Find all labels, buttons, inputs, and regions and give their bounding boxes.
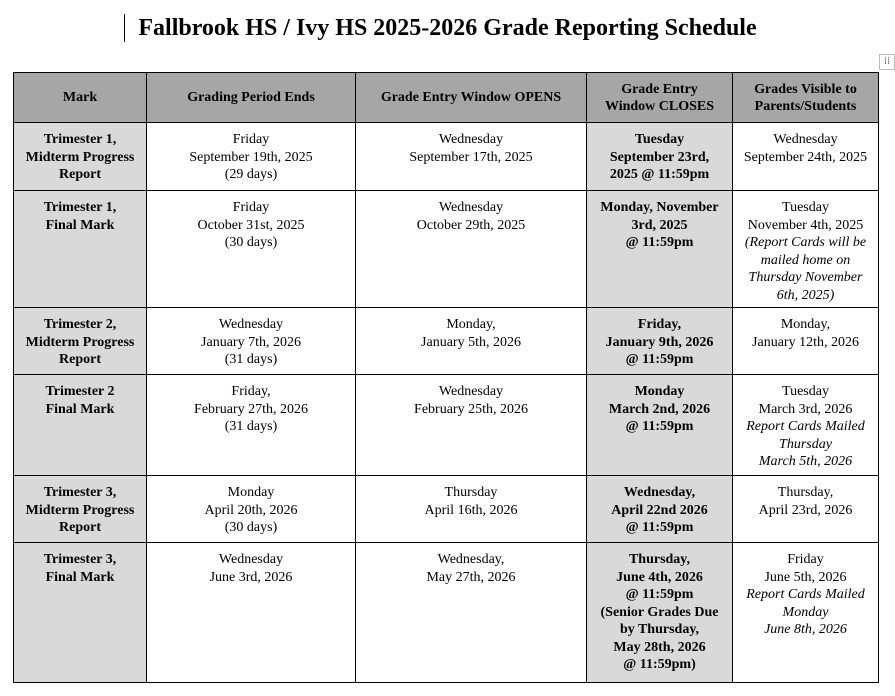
- period-ends-cell-line: Wednesday: [218, 317, 284, 332]
- period-ends-cell-line: (30 days): [224, 520, 278, 535]
- entry-opens-cell: [356, 375, 587, 476]
- mark-cell-line: Report: [59, 352, 101, 367]
- mark-cell: [14, 543, 147, 683]
- entry-opens-cell-line: Wednesday: [438, 132, 504, 147]
- entry-closes-cell-line: March 2nd, 2026: [608, 401, 711, 417]
- entry-closes-cell-line: June 4th, 2026: [616, 569, 703, 585]
- entry-closes-cell: [587, 308, 733, 375]
- report-card-note-line: Report Cards Mailed: [746, 419, 865, 434]
- grades-visible-cell: [733, 191, 879, 308]
- report-card-note-line: Thursday November: [748, 270, 863, 285]
- page-title: Fallbrook HS / Ivy HS 2025-2026 Grade Reporting Schedule: [138, 15, 757, 41]
- entry-opens-cell: [356, 476, 587, 543]
- entry-opens-cell-line: January 5th, 2026: [421, 334, 521, 350]
- mark-cell: [14, 123, 147, 191]
- period-ends-cell-line: Friday,: [231, 384, 271, 399]
- entry-closes-cell-line: @ 11:59pm: [625, 352, 694, 367]
- entry-closes-cell-line: September 23rd,: [609, 149, 710, 165]
- period-ends-cell: [147, 308, 356, 375]
- mark-cell-line: Midterm Progress: [25, 502, 135, 518]
- header-mark: Mark: [14, 73, 147, 123]
- entry-opens-cell-line: September 17th, 2025: [409, 149, 533, 165]
- mark-cell-line: Trimester 2: [45, 384, 115, 399]
- entry-closes-cell: [587, 543, 733, 683]
- entry-closes-cell-line: @ 11:59pm: [625, 587, 694, 602]
- period-ends-cell: [147, 375, 356, 476]
- grades-visible-cell-line: March 3rd, 2026: [758, 401, 853, 417]
- entry-opens-cell-line: Monday,: [446, 317, 496, 332]
- text-cursor: [124, 14, 125, 42]
- report-card-note-line: (Report Cards will be: [744, 235, 867, 250]
- grades-visible-cell-line: Tuesday: [782, 200, 829, 215]
- grades-visible-cell: [733, 123, 879, 191]
- entry-closes-cell-line: @ 11:59pm: [625, 235, 694, 250]
- report-card-note-line: mailed home on: [760, 252, 851, 268]
- mark-cell-line: Report: [59, 167, 101, 182]
- period-ends-cell-line: (29 days): [224, 167, 278, 182]
- mark-cell-line: Report: [59, 520, 101, 535]
- entry-closes-cell: [587, 476, 733, 543]
- entry-closes-cell-line: @ 11:59pm: [625, 419, 694, 434]
- period-ends-cell: [147, 191, 356, 308]
- grades-visible-cell-line: November 4th, 2025: [747, 217, 864, 233]
- period-ends-cell-line: January 7th, 2026: [201, 334, 301, 350]
- mark-cell-line: Trimester 1,: [43, 200, 117, 215]
- report-card-note-line: Thursday: [779, 436, 832, 452]
- table-body: [14, 123, 879, 683]
- period-ends-cell-line: April 20th, 2026: [204, 502, 298, 518]
- entry-opens-cell-line: May 27th, 2026: [426, 569, 516, 585]
- period-ends-cell-line: (30 days): [224, 235, 278, 250]
- entry-closes-cell-line: by Thursday,: [619, 622, 700, 637]
- mark-cell: [14, 308, 147, 375]
- entry-opens-cell-line: October 29th, 2025: [416, 217, 526, 233]
- period-ends-cell-line: September 19th, 2025: [189, 149, 313, 165]
- entry-closes-cell-line: Monday, November: [600, 200, 719, 215]
- table-row: [14, 123, 879, 191]
- grades-visible-cell-line: Friday: [787, 552, 824, 567]
- grades-visible-cell: [733, 308, 879, 375]
- mark-cell-line: Midterm Progress: [25, 334, 135, 350]
- mark-cell-line: Final Mark: [45, 217, 115, 233]
- header-grades-visible: Grades Visible to Parents/Students: [733, 73, 879, 123]
- mark-cell-line: Trimester 3,: [43, 552, 117, 567]
- table-row: [14, 543, 879, 683]
- mark-cell-line: Final Mark: [45, 401, 115, 417]
- mark-cell: [14, 375, 147, 476]
- period-ends-cell: [147, 123, 356, 191]
- entry-closes-cell-line: 3rd, 2025: [631, 217, 688, 233]
- entry-closes-cell-line: Friday,: [637, 317, 682, 332]
- entry-opens-cell-line: Wednesday,: [437, 552, 505, 567]
- entry-opens-cell-line: Wednesday: [438, 200, 504, 215]
- entry-closes-cell-line: Monday: [634, 384, 685, 399]
- period-ends-cell-line: (31 days): [224, 352, 278, 367]
- entry-closes-cell-line: @ 11:59pm: [625, 520, 694, 535]
- entry-closes-cell-line: Thursday,: [628, 552, 691, 567]
- grades-visible-cell-line: April 23rd, 2026: [758, 502, 853, 518]
- mark-cell-line: Final Mark: [45, 569, 115, 585]
- grades-visible-cell-line: September 24th, 2025: [743, 149, 868, 165]
- entry-opens-cell: [356, 123, 587, 191]
- entry-closes-cell-line: January 9th, 2026: [605, 334, 714, 350]
- period-ends-cell: [147, 543, 356, 683]
- entry-opens-cell-line: Wednesday: [438, 384, 504, 399]
- entry-closes-cell: [587, 123, 733, 191]
- report-card-note-line: June 8th, 2026: [764, 622, 847, 637]
- grades-visible-cell-line: Tuesday: [782, 384, 829, 399]
- mark-cell-line: Trimester 3,: [43, 485, 117, 500]
- table-row: [14, 476, 879, 543]
- entry-opens-cell-line: April 16th, 2026: [424, 502, 518, 518]
- grade-schedule-table: [13, 72, 879, 683]
- report-card-note-line: Report Cards Mailed: [746, 587, 865, 602]
- entry-opens-cell: [356, 191, 587, 308]
- entry-closes-cell: [587, 375, 733, 476]
- period-ends-cell-line: Friday: [232, 132, 270, 147]
- entry-closes-cell-line: Wednesday,: [623, 485, 696, 500]
- period-ends-cell-line: June 3rd, 2026: [209, 569, 293, 585]
- period-ends-cell: [147, 476, 356, 543]
- grades-visible-cell-line: January 12th, 2026: [752, 334, 859, 350]
- report-card-note-line: 6th, 2025): [776, 287, 835, 303]
- report-card-note-line: Monday: [782, 604, 829, 620]
- header-entry-closes: Grade Entry Window CLOSES: [587, 73, 733, 123]
- mark-cell-line: Midterm Progress: [25, 149, 135, 165]
- period-ends-cell-line: February 27th, 2026: [194, 401, 308, 417]
- grades-visible-cell: [733, 375, 879, 476]
- table-move-handle-icon[interactable]: ⁞⁞: [879, 54, 895, 70]
- entry-closes-cell-line: April 22nd 2026: [611, 502, 708, 518]
- mark-cell-line: Trimester 1,: [43, 132, 117, 147]
- table-row: [14, 308, 879, 375]
- header-entry-opens: Grade Entry Window OPENS: [356, 73, 587, 123]
- entry-closes-cell: [587, 191, 733, 308]
- grades-visible-cell-line: June 5th, 2026: [764, 569, 847, 585]
- grades-visible-cell: [733, 543, 879, 683]
- entry-closes-cell-line: Tuesday: [634, 132, 685, 147]
- mark-cell-line: Trimester 2,: [43, 317, 117, 332]
- table-header-row: [14, 73, 879, 123]
- grades-visible-cell: [733, 476, 879, 543]
- entry-opens-cell: [356, 308, 587, 375]
- period-ends-cell-line: Monday: [227, 485, 275, 500]
- entry-opens-cell: [356, 543, 587, 683]
- entry-opens-cell-line: February 25th, 2026: [414, 401, 528, 417]
- report-card-note-line: March 5th, 2026: [758, 454, 853, 469]
- header-period-ends: Grading Period Ends: [147, 73, 356, 123]
- period-ends-cell-line: October 31st, 2025: [197, 217, 305, 233]
- entry-closes-cell-line: (Senior Grades Due: [600, 604, 719, 620]
- period-ends-cell-line: (31 days): [224, 419, 278, 434]
- grades-visible-cell-line: Thursday,: [777, 485, 834, 500]
- grades-visible-cell-line: Monday,: [780, 317, 831, 332]
- period-ends-cell-line: Wednesday: [218, 552, 284, 567]
- entry-closes-cell-line: May 28th, 2026: [613, 639, 706, 655]
- table-row: [14, 191, 879, 308]
- entry-closes-cell-line: @ 11:59pm): [623, 657, 696, 672]
- entry-opens-cell-line: Thursday: [444, 485, 498, 500]
- mark-cell: [14, 476, 147, 543]
- mark-cell: [14, 191, 147, 308]
- period-ends-cell-line: Friday: [232, 200, 270, 215]
- table-row: [14, 375, 879, 476]
- grades-visible-cell-line: Wednesday: [773, 132, 838, 147]
- entry-closes-cell-line: 2025 @ 11:59pm: [609, 167, 710, 182]
